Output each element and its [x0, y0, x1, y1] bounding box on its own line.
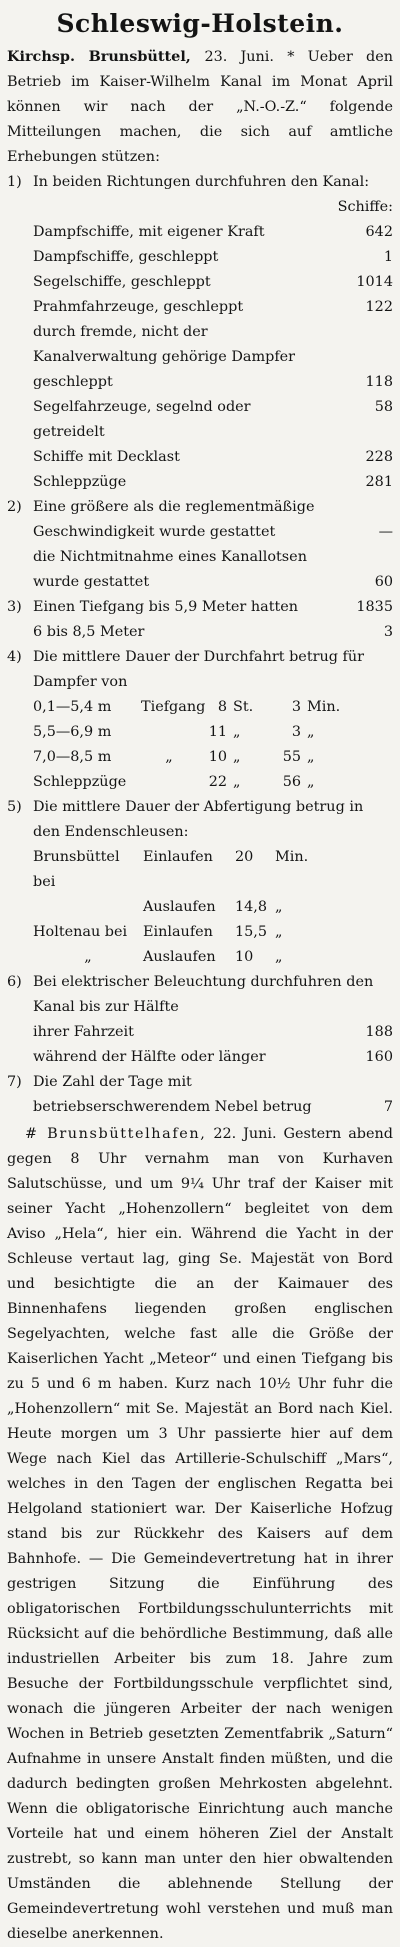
minutes-unit: „ [307, 774, 315, 790]
row-value: 1 [383, 249, 393, 265]
lock-place [33, 895, 143, 920]
article-1-dateline [7, 48, 274, 65]
hours: 10 [208, 749, 227, 765]
duration-row [33, 770, 393, 795]
row-value: 228 [365, 449, 393, 465]
stat-3 [7, 595, 393, 620]
row-value: 1835 [356, 599, 393, 615]
stat-5 [7, 795, 393, 845]
row-label: Schiffe mit Decklast [33, 449, 180, 465]
article-2 [7, 1122, 393, 1947]
row-value: 58 [374, 399, 393, 415]
stat-5-number: 5) [7, 799, 22, 815]
stat-6-row [7, 1020, 393, 1045]
stat-2 [7, 495, 393, 545]
row-value: 3 [383, 624, 393, 640]
intro-text: * Ueber den Betrieb im Kaiser-Wilhelm Kanal im Monat April können wir nach der „N.-O.-Z.“ folgende Mitteilungen machen, die sich auf amtliche Erhebungen stützen: [7, 49, 393, 165]
row-label: Schleppzüge [33, 474, 127, 490]
stat-row [7, 245, 393, 270]
row-value: 118 [365, 374, 393, 390]
lock-value: 20 [235, 849, 254, 865]
hours-unit: „ [233, 749, 241, 765]
lock-row [7, 895, 393, 920]
stat-7 [7, 1070, 393, 1120]
minutes-unit: „ [307, 724, 315, 740]
article-2-head: # Brunsbüttelhafen, [25, 1126, 207, 1142]
range: 5,5—6,9 m [33, 724, 112, 740]
row-label: ihrer Fahrzeit [33, 1024, 134, 1040]
row-label: 6 bis 8,5 Meter [33, 624, 145, 640]
lock-value: 14,8 [235, 899, 268, 915]
stat-3-row [7, 620, 393, 645]
stat-row [7, 270, 393, 295]
stat-4-text: Die mittlere Dauer der Durchfahrt betrug für Dampfer von [33, 649, 365, 690]
lock-action: Einlaufen [143, 924, 213, 940]
range: 0,1—5,4 m [33, 699, 112, 715]
minutes-unit: „ [307, 749, 315, 765]
row-value: 122 [365, 299, 393, 315]
stat-1-text: In beiden Richtungen durchfuhren den Kanal: [33, 174, 370, 190]
stat-7-number: 7) [7, 1074, 22, 1090]
stat-2-row [7, 545, 393, 595]
stat-6-text: Bei elektrischer Beleuchtung durchfuhren den Kanal bis zur Hälfte [33, 974, 374, 1015]
stat-row [7, 470, 393, 495]
range: 7,0—8,5 m [33, 749, 112, 765]
stat-2-number: 2) [7, 499, 22, 515]
hours-unit: „ [233, 724, 241, 740]
duration-row [33, 720, 393, 745]
dateline-place: Kirchsp. Brunsbüttel, [7, 48, 191, 65]
stat-2-value: — [378, 524, 393, 540]
hours-unit: „ [233, 774, 241, 790]
stat-row [7, 295, 393, 320]
lock-unit: „ [275, 924, 283, 940]
stat-3-number: 3) [7, 599, 22, 615]
stat-1-number: 1) [7, 174, 22, 190]
lock-place: „ [84, 949, 92, 965]
stat-1-unit: Schiffe: [337, 199, 393, 215]
lock-value: 10 [235, 949, 254, 965]
minutes: 55 [282, 749, 301, 765]
row-label: Dampfschiffe, geschleppt [33, 249, 219, 265]
minutes: 3 [291, 724, 301, 740]
stat-1-rows [7, 220, 393, 495]
lock-row [7, 920, 393, 945]
stat-7-value: 7 [383, 1099, 393, 1115]
lock-action: Auslaufen [143, 899, 216, 915]
stat-6-row [7, 1045, 393, 1070]
stat-row [7, 395, 393, 445]
kind: Tiefgang [141, 699, 206, 715]
row-value: 160 [365, 1049, 393, 1065]
hours: 22 [208, 774, 227, 790]
stat-4-number: 4) [7, 649, 22, 665]
row-value: 642 [365, 224, 393, 240]
lock-unit: „ [275, 949, 283, 965]
row-value: 188 [365, 1024, 393, 1040]
stat-6-number: 6) [7, 974, 22, 990]
row-label: Einen Tiefgang bis 5,9 Meter hatten [33, 599, 299, 615]
dateline-date: 23. Juni. [204, 49, 274, 65]
row-label: Prahmfahrzeuge, geschleppt [33, 299, 244, 315]
stat-4-times [7, 695, 393, 795]
lock-place: Holtenau bei [33, 924, 128, 940]
lock-unit: „ [275, 899, 283, 915]
minutes-unit: Min. [307, 699, 341, 715]
minutes: 3 [291, 699, 301, 715]
stat-2-value2: 60 [374, 574, 393, 590]
kind [141, 720, 197, 745]
article-1-intro [7, 44, 393, 170]
row-label: Segelfahrzeuge, segelnd oder getreidelt [33, 399, 251, 440]
lock-action: Einlaufen [143, 849, 213, 865]
hours: 8 [217, 699, 227, 715]
stat-2-text: Eine größere als die reglementmäßige Geschwindigkeit wurde gestattet [33, 499, 315, 540]
row-label: während der Hälfte oder länger [33, 1049, 266, 1065]
duration-row [33, 745, 393, 770]
article-2-body: Gestern abend gegen 8 Uhr vernahm man von Kurhaven Salutschüsse, und um 9¼ Uhr traf der Kaiser mit seiner Yacht „Hohenzollern“ begleitet von dem Aviso „Hela“, hier ein. Während die Yacht in der Schleuse vertaut lag, ging Se. Majestät von Bord und besichtigte die an der Kaimauer des Binnenhafens liegenden großen englischen Segelyachten, welche fast alle die Größe der Kaiserlichen Yacht „Meteor“ und einen Tiefgang bis zu 5 und 6 m haben. Kurz nach 10½ Uhr fuhr die „Hohenzollern“ mit Se. Majestät an Bord nach Kiel. Heute morgen um 3 Uhr passierte hier auf dem Wege nach Kiel das Artillerie-Schulschiff „Mars“, welches in den Tagen der englischen Regatta bei Helgoland stationiert war. Der Kaiserliche Hofzug stand bis zur Rückkehr des Kaisers auf dem Bahnhofe. — Die Gemeindevertretung hat in ihrer gestrigen Sitzung die Einführung des obligatorischen Fortbildungsschulunterrichts mit Rücksicht auf die behördliche Bestimmung, daß alle industriellen Arbeiter bis zum 18. Jahre zum Besuche der Fortbildungsschule verpflichtet sind, wonach die jüngeren Arbeiter der nach wenigen Wochen in Betrieb gesetzten Zementfabrik „Saturn“ Aufnahme in unsere Anstalt finden müßten, und die dadurch bedingten großen Mehrkosten abgelehnt. Wenn die obligatorische Einrichtung auch manche Vorteile hat und einem höheren Ziel der Anstalt zustrebt, so kann man unter den hier obwaltenden Umständen die ablehnende Stellung der Gemeindevertretung wohl verstehen und muß man dieselbe anerkennen. [7, 1126, 393, 1942]
lock-unit: Min. [275, 849, 309, 865]
kind: „ [165, 749, 173, 765]
row-value: 281 [365, 474, 393, 490]
hours: 11 [208, 724, 227, 740]
stat-5-text: Die mittlere Dauer der Abfertigung betrug in den Endenschleusen: [33, 799, 364, 840]
stat-row [7, 320, 393, 395]
section-title: Schleswig-Holstein. [56, 9, 344, 38]
row-label: Segelschiffe, geschleppt [33, 274, 211, 290]
article-2-date: 22. Juni. [213, 1126, 277, 1142]
lock-row [7, 845, 393, 895]
stat-2-text2: die Nichtmitnahme eines Kanallotsen wurde gestattet [33, 549, 307, 590]
row-value: 1014 [356, 274, 393, 290]
hours-unit: St. [233, 699, 254, 715]
row-label: Dampfschiffe, mit eigener Kraft [33, 224, 265, 240]
lock-row [7, 945, 393, 970]
lock-action: Auslaufen [143, 949, 216, 965]
stat-5-rows [7, 845, 393, 970]
stat-6 [7, 970, 393, 1020]
lock-value: 15,5 [235, 924, 268, 940]
lock-place: Brunsbüttel bei [33, 849, 120, 890]
stat-4 [7, 645, 393, 695]
row-label: durch fremde, nicht der Kanalverwaltung gehörige Dampfer geschleppt [33, 324, 296, 390]
range: Schleppzüge [33, 774, 127, 790]
duration-row [33, 695, 393, 720]
kind [141, 770, 197, 795]
stat-row [7, 445, 393, 470]
stat-7-text: Die Zahl der Tage mit betriebserschwerendem Nebel betrug [33, 1074, 312, 1115]
stat-1-heading [7, 170, 393, 195]
stat-row [7, 220, 393, 245]
minutes: 56 [282, 774, 301, 790]
